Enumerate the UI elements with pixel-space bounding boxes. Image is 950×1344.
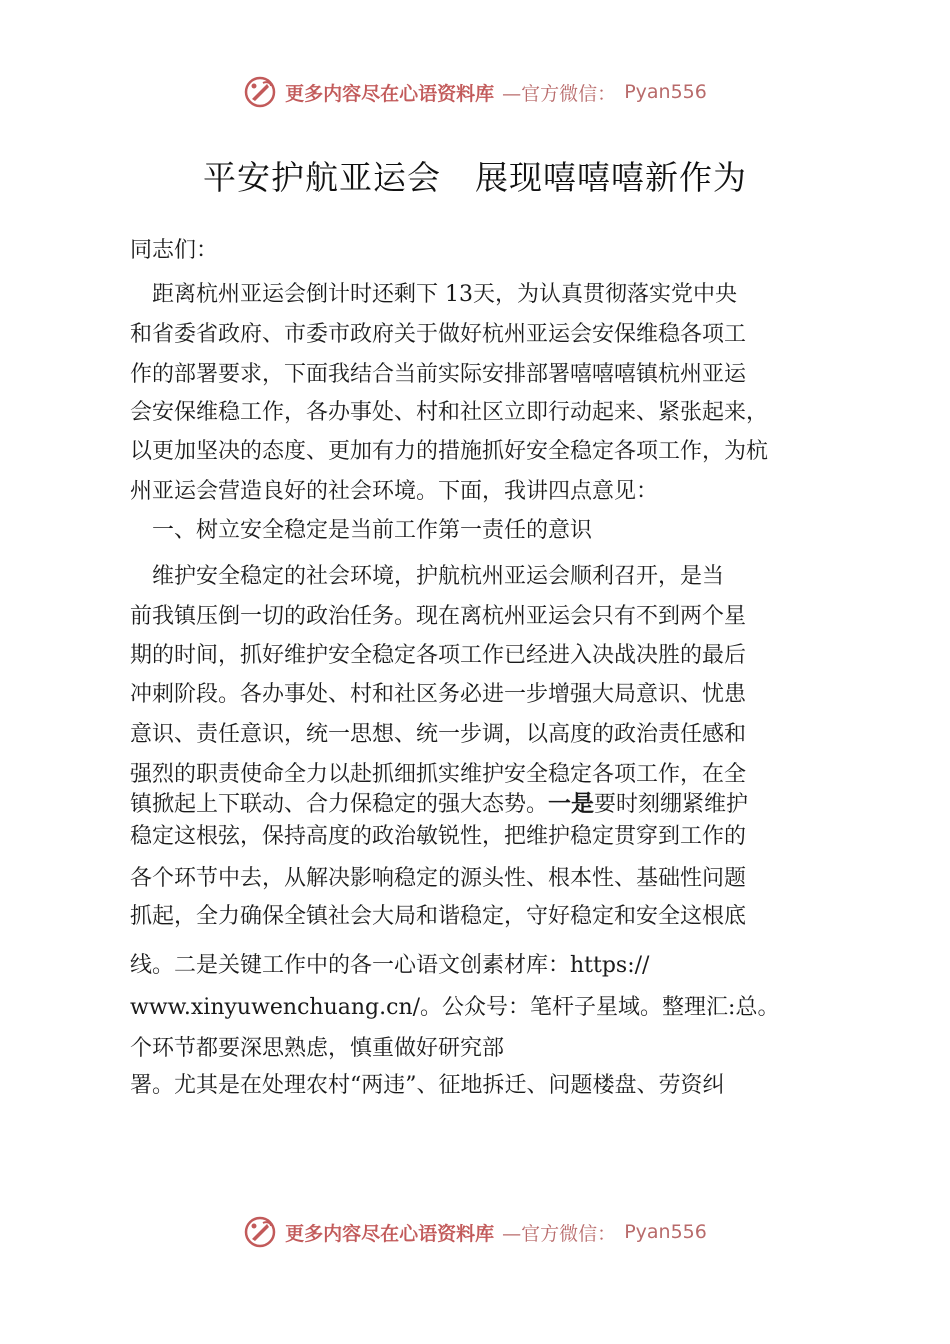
brand-logo-icon <box>243 75 277 109</box>
banner-main-text: 更多内容尽在心语资料库 <box>285 82 495 105</box>
body-line: www.xinyuwenchuang.cn/。公众号：笔杆子星域。整理汇:总。 <box>130 995 780 1020</box>
emphasis-marker: 一是 <box>548 791 595 817</box>
body-line: 署。尤其是在处理农村“两违”、征地拆迁、问题楼盘、劳资纠 <box>130 1073 725 1098</box>
header-watermark-banner <box>0 72 950 112</box>
body-line-with-emphasis <box>130 789 748 820</box>
banner-main-text: 更多内容尽在心语资料库 <box>285 1222 495 1245</box>
banner-wechat-id: Pyan556 <box>624 81 707 103</box>
line-text-pre: 镇掀起上下联动、合力保稳定的强大态势。 <box>130 792 549 817</box>
body-line: 会安保维稳工作，各办事处、村和社区立即行动起来、紧张起来， <box>130 400 769 425</box>
body-line: 以更加坚决的态度、更加有力的措施抓好安全稳定各项工作，为杭 <box>130 439 769 464</box>
body-line: 作的部署要求，下面我结合当前实际安排部署嘻嘻嘻镇杭州亚运 <box>130 362 747 387</box>
banner-wechat-id: Pyan556 <box>624 1221 707 1243</box>
body-line: 和省委省政府、市委市政府关于做好杭州亚运会安保维稳各项工 <box>130 322 747 347</box>
body-line: 各个环节中去，从解决影响稳定的源头性、根本性、基础性问题 <box>130 866 747 891</box>
brand-logo-icon <box>243 1215 277 1249</box>
line-text-post: 要时刻绷紧维护 <box>594 792 749 817</box>
body-line: 距离杭州亚运会倒计时还剩下 13天，为认真贯彻落实党中央 <box>130 282 737 307</box>
body-line: 个环节都要深思熟虑，慎重做好研究部 <box>130 1036 505 1061</box>
banner-sub-text: —官方微信： <box>502 82 617 105</box>
document-title: 平安护航亚运会 展现嘻嘻嘻新作为 <box>203 158 747 197</box>
footer-watermark-banner <box>0 1212 950 1252</box>
salutation-line: 同志们： <box>130 238 219 263</box>
body-line: 稳定这根弦，保持高度的政治敏锐性，把维护稳定贯穿到工作的 <box>130 824 747 849</box>
body-line: 前我镇压倒一切的政治任务。现在离杭州亚运会只有不到两个星 <box>130 604 747 629</box>
body-line: 意识、责任意识，统一思想、统一步调，以高度的政治责任感和 <box>130 722 747 747</box>
body-line: 州亚运会营造良好的社会环境。下面，我讲四点意见： <box>130 479 659 504</box>
body-line: 强烈的职责使命全力以赴抓细抓实维护安全稳定各项工作，在全 <box>130 762 747 787</box>
body-line: 期的时间，抓好维护安全稳定各项工作已经进入决战决胜的最后 <box>130 643 747 668</box>
banner-sub-text: —官方微信： <box>502 1222 617 1245</box>
body-line: 抓起，全力确保全镇社会大局和谐稳定，守好稳定和安全这根底 <box>130 904 747 929</box>
section-heading: 一、树立安全稳定是当前工作第一责任的意识 <box>130 518 593 543</box>
body-line: 维护安全稳定的社会环境，护航杭州亚运会顺利召开，是当 <box>130 564 725 589</box>
body-line: 线。二是关键工作中的各一心语文创素材库：https:// <box>130 953 650 978</box>
body-line: 冲刺阶段。各办事处、村和社区务必进一步增强大局意识、忧患 <box>130 682 747 707</box>
